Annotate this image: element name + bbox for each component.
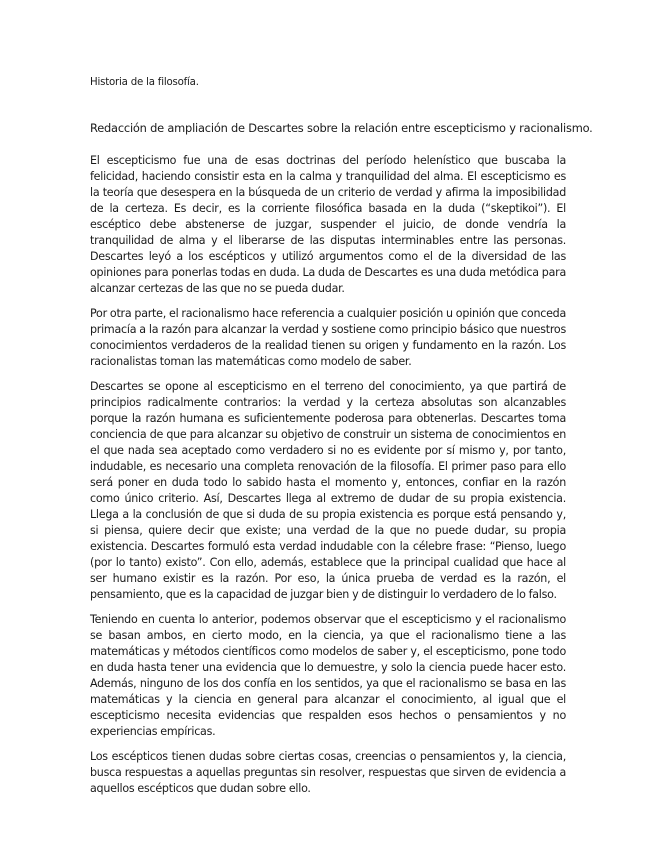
document-body <box>90 153 566 807</box>
paragraph-escepticismo: El escepticismo fue una de esas doctrinas del período helenístico que buscaba la felicidad, haciendo consistir esta en la calma y tranquilidad del alma. El escepticismo es la teoría que desespera en la búsqueda de un criterio de verdad y afirma la imposibilidad de la certeza. Es decir, es la corriente filosófica basada en la duda (“skeptikoi”). El escéptico debe abstenerse de juzgar, suspender el juicio, de donde vendría la tranquilidad de alma y el liberarse de las disputas interminables entre las personas. Descartes leyó a los escépticos y utilizó argumentos como el de la diversidad de las opiniones para ponerlas todas en duda. La duda de Descartes es una duda metódica para alcanzar certezas de las que no se pueda dudar. <box>90 154 566 295</box>
paragraph-racionalismo: Por otra parte, el racionalismo hace referencia a cualquier posición u opinión que conceda primacía a la razón para alcanzar la verdad y sostiene como principio básico que nuestros conocimientos verdaderos de la realidad tienen su origen y fundamento en la razón. Los racionalistas toman las matemáticas como modelo de saber. <box>90 307 566 368</box>
course-title: Historia de la filosofía. <box>90 77 199 88</box>
assignment-title: Redacción de ampliación de Descartes sobre la relación entre escepticismo y racionalismo. <box>90 121 593 135</box>
paragraph-descartes: Descartes se opone al escepticismo en el terreno del conocimiento, ya que partirá de principios radicalmente contrarios: la verdad y la certeza absolutas son alcanzables porque la razón humana es suficientemente poderosa para obtenerlas. Descartes toma conciencia de que para alcanzar su objetivo de construir un sistema de conocimientos en el que nada sea aceptado como verdadero si no es evidente por sí mismo y, por tanto, indudable, es necesario una completa renovación de la filosofía. El primer paso para ello será poner en duda todo lo sabido hasta el momento y, entonces, confiar en la razón como único criterio. Así, Descartes llega al extremo de dudar de su propia existencia. Llega a la conclusión de que si duda de su propia existencia es porque está pensando y, si piensa, quiere decir que existe; una verdad de la que no puede dudar, su propia existencia. Descartes formuló esta verdad indudable con la célebre frase: “Pienso, luego (por lo tanto) existo”. Con ello, además, establece que la principal cualidad que hace al ser humano existir es la razón. Por eso, la única prueba de verdad es la razón, el pensamiento, que es la capacidad de juzgar bien y de distinguir lo verdadero de lo falso. <box>90 380 566 601</box>
paragraph-comparacion: Teniendo en cuenta lo anterior, podemos observar que el escepticismo y el racionalismo se basan ambos, en cierto modo, en la ciencia, ya que el racionalismo tiene a las matemáticas y métodos científicos como modelos de saber y, el escepticismo, pone todo en duda hasta tener una evidencia que lo demuestre, y solo la ciencia puede hacer esto. Además, ninguno de los dos confía en los sentidos, ya que el racionalismo se basa en las matemáticas y la ciencia en general para alcanzar el conocimiento, al igual que el escepticismo necesita evidencias que respalden esos hechos o pensamientos y no experiencias empíricas. <box>90 613 566 738</box>
paragraph-conclusion: Los escépticos tienen dudas sobre ciertas cosas, creencias o pensamientos y, la ciencia, busca respuestas a aquellas preguntas sin resolver, respuestas que sirven de evidencia a aquellos escépticos que dudan sobre ello. <box>90 750 566 796</box>
